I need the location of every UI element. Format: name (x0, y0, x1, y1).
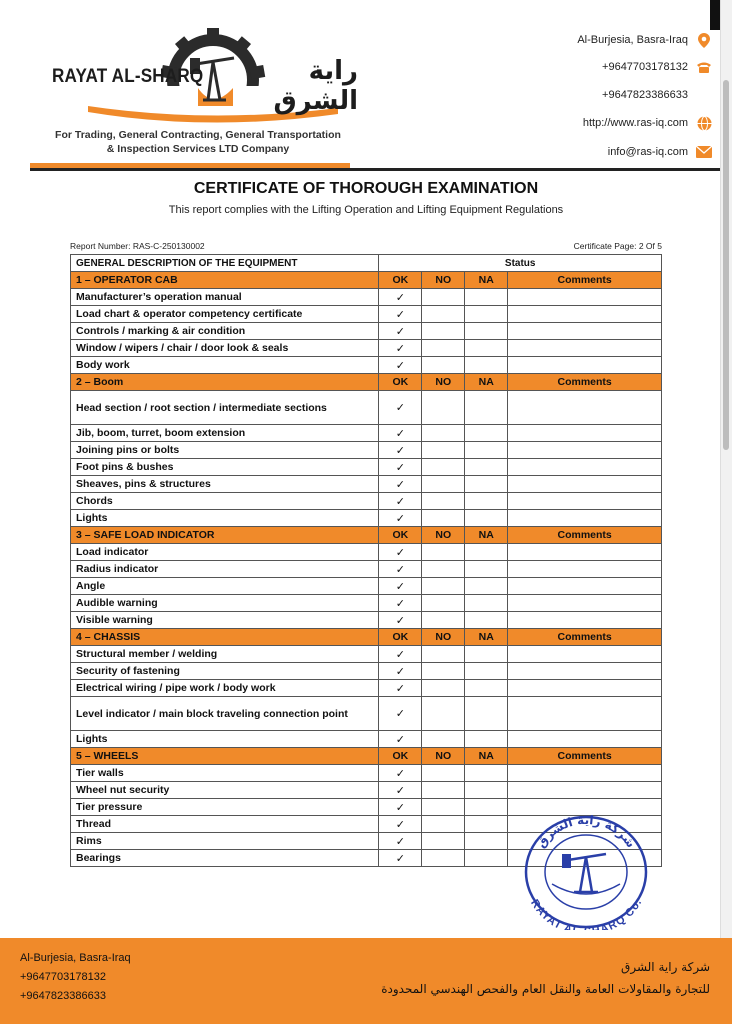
na-cell (465, 289, 508, 306)
no-cell (422, 510, 465, 527)
no-cell (422, 425, 465, 442)
item-description: Electrical wiring / pipe work / body work (71, 680, 379, 697)
col-ok-label: OK (379, 272, 422, 289)
ok-checkmark: ✓ (379, 306, 422, 323)
contact-phone-1-text: +9647703178132 (602, 61, 688, 73)
ok-checkmark: ✓ (379, 782, 422, 799)
ok-checkmark: ✓ (379, 442, 422, 459)
contact-address-text: Al-Burjesia, Basra-Iraq (577, 34, 688, 46)
comments-cell (508, 697, 662, 731)
location-pin-icon (696, 32, 712, 48)
table-row (71, 493, 662, 510)
scrollbar-track[interactable] (720, 0, 732, 1024)
col-na-label: NA (465, 748, 508, 765)
col-no-label: NO (422, 527, 465, 544)
comments-cell (508, 442, 662, 459)
no-cell (422, 782, 465, 799)
table-row (71, 510, 662, 527)
ok-checkmark: ✓ (379, 323, 422, 340)
no-cell (422, 799, 465, 816)
ok-checkmark: ✓ (379, 595, 422, 612)
item-description: Load chart & operator competency certificate (71, 306, 379, 323)
section-title: 2 – Boom (71, 374, 379, 391)
item-description: Structural member / welding (71, 646, 379, 663)
table-row (71, 442, 662, 459)
footer-phone-1: +9647703178132 (20, 971, 106, 983)
equipment-checklist-table (70, 254, 662, 867)
item-description: Load indicator (71, 544, 379, 561)
section-title: 1 – OPERATOR CAB (71, 272, 379, 289)
na-cell (465, 425, 508, 442)
no-cell (422, 612, 465, 629)
col-comments-label: Comments (508, 748, 662, 765)
item-description: Window / wipers / chair / door look & seals (71, 340, 379, 357)
comments-cell (508, 680, 662, 697)
section-header-row (71, 272, 662, 289)
tagline-line-2: & Inspection Services LTD Company (106, 143, 290, 155)
section-title: 5 – WHEELS (71, 748, 379, 765)
no-cell (422, 646, 465, 663)
na-cell (465, 306, 508, 323)
na-cell (465, 442, 508, 459)
col-no-label: NO (422, 629, 465, 646)
document-title: CERTIFICATE OF THOROUGH EXAMINATION (193, 180, 539, 197)
contact-phone-1 (412, 59, 712, 75)
contact-phone-2 (412, 87, 712, 103)
comments-cell (508, 595, 662, 612)
na-cell (465, 731, 508, 748)
na-cell (465, 544, 508, 561)
no-cell (422, 731, 465, 748)
table-row (71, 476, 662, 493)
no-cell (422, 323, 465, 340)
na-cell (465, 833, 508, 850)
table-row (71, 357, 662, 374)
item-description: Level indicator / main block traveling connection point (71, 697, 379, 731)
table-row (71, 731, 662, 748)
contact-spacer (696, 87, 712, 103)
no-cell (422, 476, 465, 493)
contact-website (412, 115, 712, 131)
ok-checkmark: ✓ (379, 765, 422, 782)
item-description: Tier pressure (71, 799, 379, 816)
stamp-seal-icon (522, 812, 650, 930)
table-row (71, 425, 662, 442)
item-description: Wheel nut security (71, 782, 379, 799)
comments-cell (508, 340, 662, 357)
footer-arabic-description: للتجارة والمقاولات العامة والنقل العام والفحص الهندسي المحدودة (381, 982, 710, 996)
na-cell (465, 493, 508, 510)
item-description: Lights (71, 510, 379, 527)
comments-cell (508, 782, 662, 799)
ok-checkmark: ✓ (379, 731, 422, 748)
col-no-label: NO (422, 748, 465, 765)
table-header-row (71, 255, 662, 272)
na-cell (465, 595, 508, 612)
ok-checkmark: ✓ (379, 680, 422, 697)
contact-email-text: info@ras-iq.com (607, 146, 688, 158)
no-cell (422, 306, 465, 323)
comments-cell (508, 646, 662, 663)
contact-phone-2-text: +9647823386633 (602, 89, 688, 101)
section-title: 3 – SAFE LOAD INDICATOR (71, 527, 379, 544)
item-description: Rims (71, 833, 379, 850)
item-description: Head section / root section / intermediate sections (71, 391, 379, 425)
item-description: Audible warning (71, 595, 379, 612)
table-row (71, 595, 662, 612)
ok-checkmark: ✓ (379, 799, 422, 816)
na-cell (465, 646, 508, 663)
na-cell (465, 510, 508, 527)
scrollbar-thumb[interactable] (723, 80, 729, 450)
col-ok-label: OK (379, 374, 422, 391)
comments-cell (508, 476, 662, 493)
comments-cell (508, 391, 662, 425)
svg-text:RAYAT AL-SHARQ Co. (528, 897, 644, 930)
ok-checkmark: ✓ (379, 357, 422, 374)
na-cell (465, 323, 508, 340)
na-cell (465, 663, 508, 680)
table-row (71, 544, 662, 561)
na-cell (465, 680, 508, 697)
col-comments-label: Comments (508, 374, 662, 391)
contact-address (412, 32, 712, 48)
footer-phone-2: +9647823386633 (20, 990, 106, 1002)
col-na-label: NA (465, 374, 508, 391)
table-row (71, 646, 662, 663)
comments-cell (508, 612, 662, 629)
header-description: GENERAL DESCRIPTION OF THE EQUIPMENT (71, 255, 379, 272)
col-ok-label: OK (379, 527, 422, 544)
table-row (71, 612, 662, 629)
col-comments-label: Comments (508, 629, 662, 646)
logo-arabic-text: راية الشرق (273, 56, 358, 116)
na-cell (465, 476, 508, 493)
section-header-row (71, 629, 662, 646)
na-cell (465, 391, 508, 425)
item-description: Joining pins or bolts (71, 442, 379, 459)
col-comments-label: Comments (508, 527, 662, 544)
ok-checkmark: ✓ (379, 510, 422, 527)
svg-text:شركة راية الشرق (534, 813, 638, 850)
na-cell (465, 459, 508, 476)
table-row (71, 323, 662, 340)
col-comments-label: Comments (508, 272, 662, 289)
page-footer (0, 938, 732, 1024)
na-cell (465, 561, 508, 578)
no-cell (422, 544, 465, 561)
logo-english-text: RAYAT AL-SHARQ (52, 66, 204, 87)
contact-website-text: http://www.ras-iq.com (582, 117, 688, 129)
na-cell (465, 816, 508, 833)
item-description: Jib, boom, turret, boom extension (71, 425, 379, 442)
no-cell (422, 442, 465, 459)
ok-checkmark: ✓ (379, 289, 422, 306)
comments-cell (508, 425, 662, 442)
section-header-row (71, 748, 662, 765)
phone-icon (696, 59, 712, 75)
table-row (71, 289, 662, 306)
no-cell (422, 765, 465, 782)
no-cell (422, 663, 465, 680)
col-ok-label: OK (379, 748, 422, 765)
col-na-label: NA (465, 629, 508, 646)
footer-arabic-company: شركة راية الشرق (621, 960, 710, 974)
ok-checkmark: ✓ (379, 646, 422, 663)
globe-icon (696, 115, 712, 131)
item-description: Sheaves, pins & structures (71, 476, 379, 493)
table-row (71, 680, 662, 697)
ok-checkmark: ✓ (379, 459, 422, 476)
company-stamp (522, 812, 650, 930)
item-description: Security of fastening (71, 663, 379, 680)
no-cell (422, 340, 465, 357)
table-row (71, 391, 662, 425)
no-cell (422, 850, 465, 867)
na-cell (465, 612, 508, 629)
ok-checkmark: ✓ (379, 697, 422, 731)
no-cell (422, 391, 465, 425)
comments-cell (508, 765, 662, 782)
comments-cell (508, 493, 662, 510)
na-cell (465, 578, 508, 595)
item-description: Lights (71, 731, 379, 748)
company-logo (48, 28, 358, 155)
no-cell (422, 561, 465, 578)
col-no-label: NO (422, 374, 465, 391)
header-black-divider (30, 168, 720, 171)
comments-cell (508, 544, 662, 561)
col-na-label: NA (465, 527, 508, 544)
item-description: Manufacturer’s operation manual (71, 289, 379, 306)
document-subtitle: This report complies with the Lifting Operation and Lifting Equipment Regulations (168, 204, 564, 216)
table-row (71, 578, 662, 595)
footer-address: Al-Burjesia, Basra-Iraq (20, 952, 131, 964)
contact-email (412, 144, 712, 160)
item-description: Tier walls (71, 765, 379, 782)
item-description: Controls / marking & air condition (71, 323, 379, 340)
table-row (71, 561, 662, 578)
col-na-label: NA (465, 272, 508, 289)
table-row (71, 782, 662, 799)
no-cell (422, 459, 465, 476)
section-header-row (71, 527, 662, 544)
certificate-page-number: Certificate Page: 2 Of 5 (573, 241, 662, 251)
no-cell (422, 493, 465, 510)
item-description: Angle (71, 578, 379, 595)
comments-cell (508, 663, 662, 680)
envelope-icon (696, 144, 712, 160)
no-cell (422, 578, 465, 595)
ok-checkmark: ✓ (379, 340, 422, 357)
item-description: Thread (71, 816, 379, 833)
no-cell (422, 357, 465, 374)
stamp-arabic-text: شركة راية الشرق (533, 812, 639, 851)
comments-cell (508, 306, 662, 323)
no-cell (422, 833, 465, 850)
section-header-row (71, 374, 662, 391)
section-title: 4 – CHASSIS (71, 629, 379, 646)
comments-cell (508, 357, 662, 374)
stamp-english-text: RAYAT A ARQ Co. (528, 897, 645, 930)
no-cell (422, 595, 465, 612)
na-cell (465, 799, 508, 816)
ok-checkmark: ✓ (379, 425, 422, 442)
na-cell (465, 697, 508, 731)
na-cell (465, 850, 508, 867)
report-number: Report Number: RAS-C-250130002 (70, 241, 205, 251)
comments-cell (508, 510, 662, 527)
no-cell (422, 816, 465, 833)
ok-checkmark: ✓ (379, 476, 422, 493)
ok-checkmark: ✓ (379, 816, 422, 833)
ok-checkmark: ✓ (379, 612, 422, 629)
ok-checkmark: ✓ (379, 544, 422, 561)
item-description: Chords (71, 493, 379, 510)
tagline-line-1: For Trading, General Contracting, General Transportation (55, 129, 341, 141)
ok-checkmark: ✓ (379, 561, 422, 578)
ok-checkmark: ✓ (379, 833, 422, 850)
comments-cell (508, 561, 662, 578)
table-row (71, 765, 662, 782)
comments-cell (508, 578, 662, 595)
ok-checkmark: ✓ (379, 493, 422, 510)
item-description: Radius indicator (71, 561, 379, 578)
table-row (71, 459, 662, 476)
na-cell (465, 340, 508, 357)
na-cell (465, 357, 508, 374)
ok-checkmark: ✓ (379, 663, 422, 680)
header-status: Status (379, 255, 662, 272)
col-ok-label: OK (379, 629, 422, 646)
table-row (71, 306, 662, 323)
company-tagline (48, 128, 348, 156)
ok-checkmark: ✓ (379, 391, 422, 425)
table-row (71, 663, 662, 680)
col-no-label: NO (422, 272, 465, 289)
table-row (71, 697, 662, 731)
item-description: Body work (71, 357, 379, 374)
table-row (71, 340, 662, 357)
ok-checkmark: ✓ (379, 850, 422, 867)
comments-cell (508, 731, 662, 748)
no-cell (422, 289, 465, 306)
no-cell (422, 697, 465, 731)
comments-cell (508, 459, 662, 476)
ok-checkmark: ✓ (379, 578, 422, 595)
comments-cell (508, 289, 662, 306)
comments-cell (508, 323, 662, 340)
item-description: Foot pins & bushes (71, 459, 379, 476)
no-cell (422, 680, 465, 697)
na-cell (465, 765, 508, 782)
na-cell (465, 782, 508, 799)
item-description: Bearings (71, 850, 379, 867)
item-description: Visible warning (71, 612, 379, 629)
